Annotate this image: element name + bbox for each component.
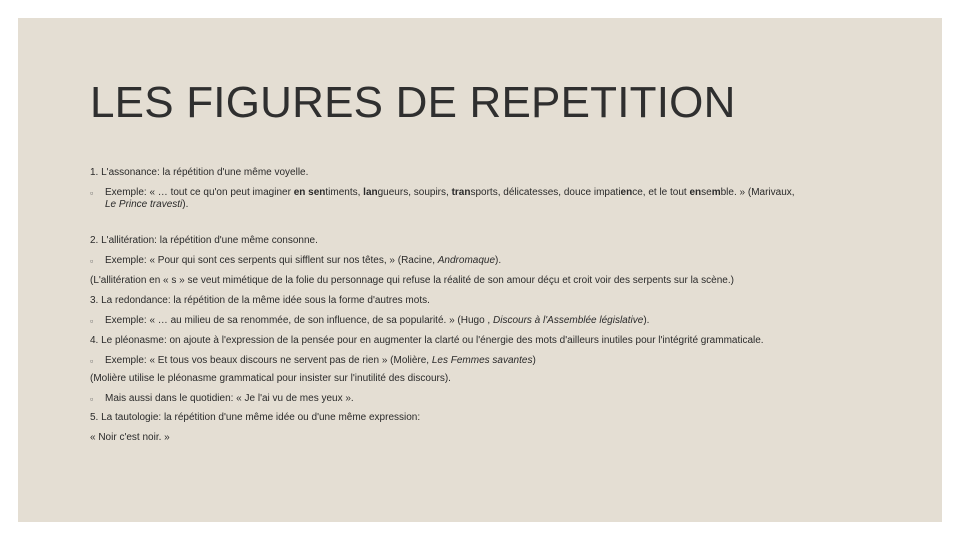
tautologie-example: « Noir c'est noir. » — [90, 432, 170, 443]
alliteration-note: (L'allitération en « s » se veut mimétique de la folie du personnage qui refuse la réalité de son amour déçu et croit voir des serpents sur la scène.) — [90, 275, 734, 286]
assonance-example: ▫ Exemple: « … tout ce qu'on peut imaginer en sentiments, langueurs, soupirs, transports, délicatesses, douce impatience, et le tout ensemble. » (Marivaux, Le Prince travesti). — [90, 187, 795, 210]
bullet-icon: ▫ — [90, 188, 94, 198]
bullet-icon: ▫ — [90, 256, 94, 266]
pleonasme-example: ▫ Exemple: « Et tous vos beaux discours ne servent pas de rien » (Molière, Les Femmes savantes) — [90, 355, 536, 366]
slide — [18, 18, 942, 522]
slide-title: LES FIGURES DE REPETITION — [90, 78, 736, 127]
bullet-icon: ▫ — [90, 394, 94, 404]
tautologie-heading: 5. La tautologie: la répétition d'une même idée ou d'une même expression: — [90, 412, 421, 423]
redondance-heading: 3. La redondance: la répétition de la même idée sous la forme d'autres mots. — [90, 295, 430, 306]
pleonasme-note: (Molière utilise le pléonasme grammatical pour insister sur l'inutilité des discours). — [90, 373, 451, 384]
assonance-heading: 1. L'assonance: la répétition d'une même voyelle. — [90, 167, 309, 178]
work-title: Le Prince travesti — [105, 199, 183, 210]
pleonasme-example-2: ▫ Mais aussi dans le quotidien: « Je l'ai vu de mes yeux ». — [90, 393, 354, 404]
alliteration-example: ▫ Exemple: « Pour qui sont ces serpents qui sifflent sur nos têtes, » (Racine, Andromaque). — [90, 255, 502, 266]
work-title: Discours à l'Assemblée législative — [493, 315, 644, 326]
alliteration-heading: 2. L'allitération: la répétition d'une même consonne. — [90, 235, 318, 246]
redondance-example: ▫ Exemple: « … au milieu de sa renommée, de son influence, de sa popularité. » (Hugo , Discours à l'Assemblée législative). — [90, 315, 650, 326]
work-title: Les Femmes savantes — [431, 355, 533, 366]
work-title: Andromaque — [437, 255, 496, 266]
bullet-icon: ▫ — [90, 316, 94, 326]
pleonasme-heading: 4. Le pléonasme: on ajoute à l'expression de la pensée pour en augmenter la clarté ou l'énergie des mots d'ailleurs inutiles pour l'intégrité grammaticale. — [90, 335, 764, 346]
bullet-icon: ▫ — [90, 356, 94, 366]
